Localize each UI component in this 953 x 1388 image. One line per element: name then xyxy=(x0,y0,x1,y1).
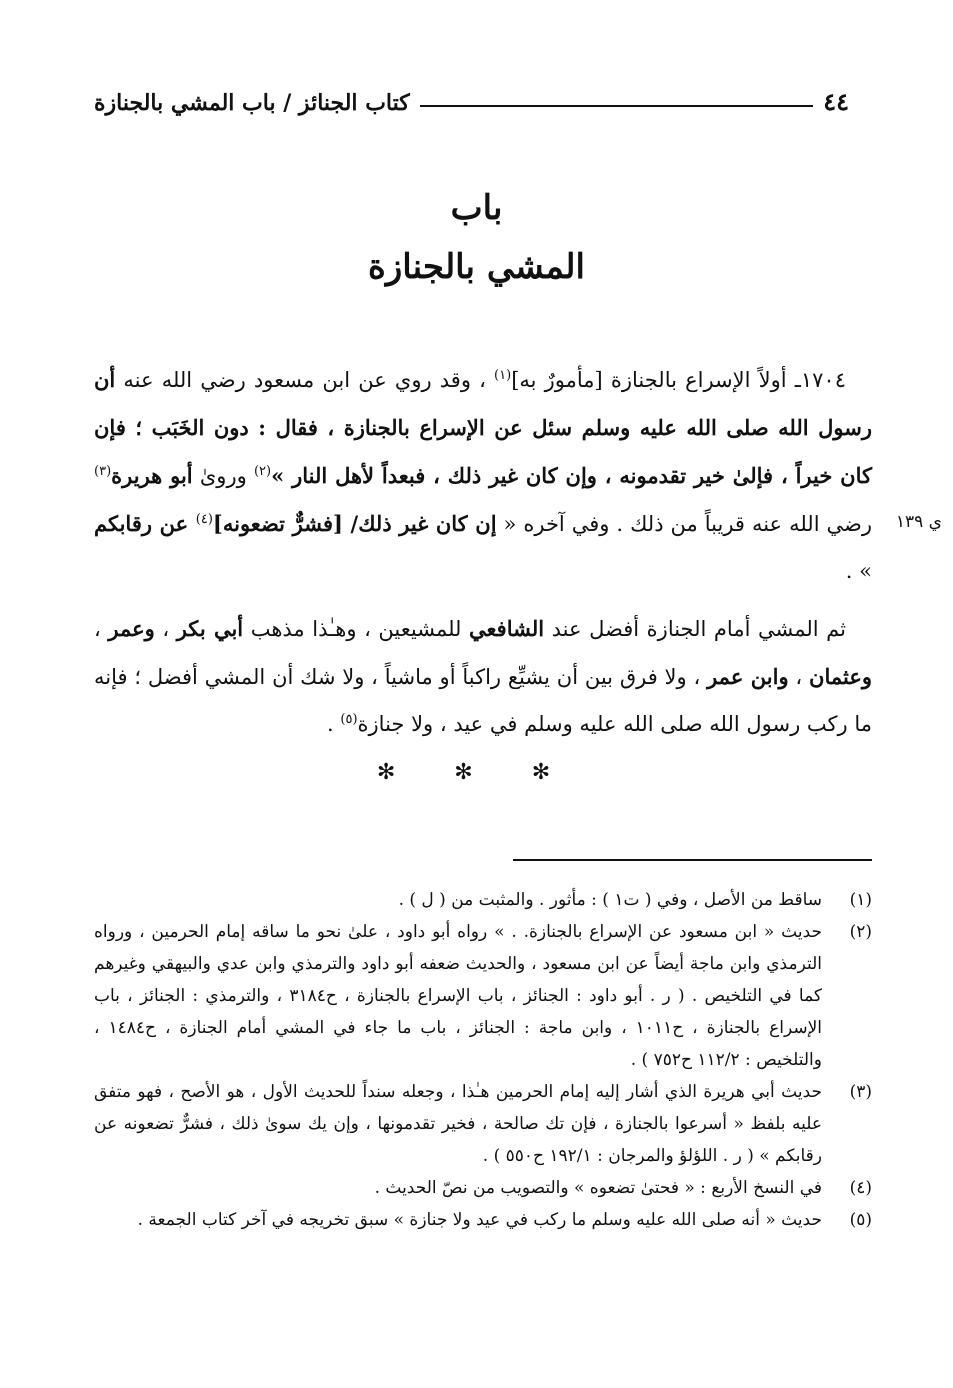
footnote-number: (٤) xyxy=(849,1178,872,1198)
header-rule xyxy=(420,105,813,107)
footnote-rule xyxy=(513,859,872,861)
paragraph-2 xyxy=(94,605,872,748)
footnote-number: (١) xyxy=(849,890,872,910)
bold-span: الشافعي xyxy=(469,616,545,641)
bold-span: وابن عمر xyxy=(707,664,789,689)
bold-span: إن كان غير ذلك/ [فشرٌّ تضعونه] xyxy=(212,511,497,536)
text-span: للمشيعين ، وهـٰذا مذهب xyxy=(243,617,470,641)
footnote-text: حديث « أنه صلى الله عليه وسلم ما ركب في عيد ولا جنازة » سبق تخريجه في آخر كتاب الجمعة . xyxy=(137,1210,822,1230)
footnote-ref: (٣) xyxy=(94,464,112,479)
text-span: ، وقد روي عن ابن مسعود رضي الله عنه xyxy=(115,368,495,392)
footnote-number: (٣) xyxy=(849,1082,872,1102)
chapter-title-line1: باب xyxy=(450,188,503,228)
bold-span: أبي بكر xyxy=(176,616,244,641)
text-span: ورویٰ xyxy=(192,464,254,488)
footnote-ref: (٢) xyxy=(253,464,272,479)
footnotes xyxy=(94,884,872,1236)
bold-span: عن رقابكم xyxy=(94,511,196,536)
chapter-title xyxy=(0,180,953,298)
text-span: ، xyxy=(154,617,177,641)
footnote xyxy=(94,916,872,1076)
main-text xyxy=(94,356,872,748)
footnote-text: حديث « ابن مسعود عن الإسراع بالجنازة. . » رواه أبو داود ، علىٰ نحو ما ساقه إمام الحرمين ، ورواه الترمذي وابن ماجة أيضاً عن ابن مسعود ، والحديث ضعفه أبو داود والترمذي وابن عدي والبيهقي وغيرهم كما في التلخيص . ( ر . أبو داود : الجنائز ، باب الإسراع بالجنازة ، ح٣١٨٤ ، والترمذي : الجنائز ، باب الإسراع بالجنازة ، ح١٠١١ ، وابن ماجة : الجنائز ، باب ما جاء في المشي أمام الجنازة ، ح١٤٨٤ ، والتلخيص : ١١٢/٢ ح٧٥٢ ) . xyxy=(94,922,823,1070)
footnote-text: في النسخ الأربع : « فحتىٰ تضعوه » والتصويب من نصّ الحديث . xyxy=(374,1178,822,1198)
footnote-ref: (٥) xyxy=(340,712,358,727)
footnote xyxy=(94,884,872,916)
running-title: كتاب الجنائز / باب المشي بالجنازة xyxy=(94,90,410,116)
bold-span: وعمر xyxy=(108,616,155,641)
text-span: ، ولا فرق بين أن يشيِّع راكباً أو ماشياً ، ولا شك أن المشي أفضل ؛ فإنه ما ركب رسول الله صلى الله عليه وسلم في عيد ، ولا جنازة xyxy=(94,665,872,736)
footnote xyxy=(94,1204,872,1236)
paragraph-1 xyxy=(94,356,872,595)
text-span: ثم المشي أمام الجنازة أفضل عند xyxy=(544,617,846,641)
bold-span: أبو هريرة xyxy=(111,463,193,488)
text-span: رضي الله عنه قريباً من ذلك . وفي آخره « xyxy=(496,512,872,536)
running-header xyxy=(94,82,849,116)
footnote-number: (٢) xyxy=(849,922,872,942)
footnote-text: حديث أبي هريرة الذي أشار إليه إمام الحرمين هـٰذا ، وجعله سنداً للحديث الأول ، هو الأصح ، فهو متفق عليه بلفظ « أسرعوا بالجنازة ، فإن تك صالحة ، فخير تقدمونها ، وإن يك سوىٰ ذلك ، فشرٌّ تضعونه عن رقابكم » ( ر . اللؤلؤ والمرجان : ١٩٢/١ ح٥٥٠ ) . xyxy=(94,1082,822,1166)
chapter-title-line2: المشي بالجنازة xyxy=(368,247,585,287)
footnote xyxy=(94,1076,872,1172)
text-span: . xyxy=(327,712,341,736)
bold-span: وعثمان xyxy=(809,664,872,689)
page-number: ٤٤ xyxy=(823,87,849,116)
text-span: ، xyxy=(94,617,109,641)
margin-manuscript-ref: ي ١٣٩ xyxy=(895,512,942,532)
footnote-ref: (١) xyxy=(494,368,512,383)
footnote xyxy=(94,1172,872,1204)
text-span: ١٧٠٤ـ أولاً الإسراع بالجنازة [مأمورٌ به] xyxy=(511,368,846,392)
bold-span: أن رسول الله صلى الله عليه وسلم سئل عن الإسراع بالجنازة ، فقال : دون الخَبَب ؛ فإن كان خيراً ، فإلىٰ خير تقدمونه ، وإن كان غير ذلك ، فبعداً لأهل النار » xyxy=(94,367,873,488)
text-span: ، xyxy=(788,665,810,689)
footnote-ref: (٤) xyxy=(195,512,213,527)
section-separator: ✻ ✻ ✻ xyxy=(376,760,577,785)
footnote-text: ساقط من الأصل ، وفي ( ت١ ) : مأثور . والمثبت من ( ل ) . xyxy=(398,890,822,910)
text-span: » . xyxy=(845,559,872,583)
footnote-number: (٥) xyxy=(849,1210,872,1230)
